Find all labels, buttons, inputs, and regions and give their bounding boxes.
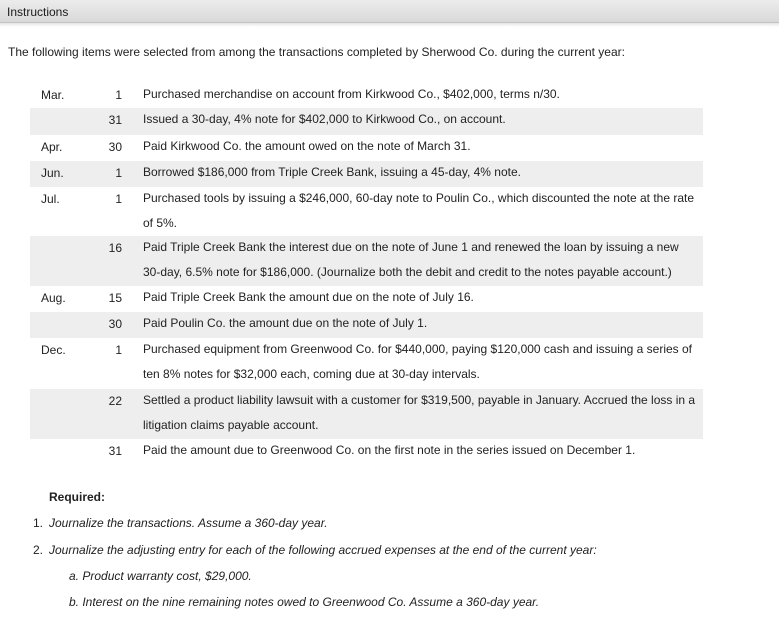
transaction-day: 30 <box>108 317 122 331</box>
transaction-description: Settled a product liability lawsuit with a customer for $319,500, payable in January. Accrued the loss in a litigation claims payable account. <box>143 393 696 432</box>
transaction-day: 30 <box>108 140 122 154</box>
required-subitem: b. Interest on the nine remaining notes owed to Greenwood Co. Assume a 360-day year. <box>69 595 540 609</box>
transaction-day: 1 <box>115 166 122 180</box>
transaction-description: Purchased merchandise on account from Kirkwood Co., $402,000, terms n/30. <box>143 87 560 101</box>
transaction-row <box>30 83 703 108</box>
transaction-row <box>30 312 703 338</box>
transaction-day: 22 <box>108 394 122 408</box>
transaction-row <box>30 187 703 236</box>
titlebar-shadow <box>0 23 779 27</box>
required-item-text: Journalize the transactions. Assume a 360-day year. <box>49 516 328 530</box>
required-item-number: 2. <box>33 543 44 557</box>
transaction-description: Paid Kirkwood Co. the amount owed on the note of March 31. <box>143 139 471 153</box>
transaction-description: Paid the amount due to Greenwood Co. on the first note in the series issued on December 1. <box>143 443 636 457</box>
transaction-description: Purchased equipment from Greenwood Co. for $440,000, paying $120,000 cash and issuing a series of ten 8% notes for $32,000 each, coming due at 30-day intervals. <box>143 342 693 381</box>
required-item-number: 1. <box>33 516 44 530</box>
transaction-day: 31 <box>108 113 122 127</box>
transaction-row <box>30 286 703 312</box>
transaction-row <box>30 439 703 465</box>
transaction-description: Paid Triple Creek Bank the interest due on the note of June 1 and renewed the loan by issuing a new 30-day, 6.5% note for $186,000. (Journalize both the debit and credit to the notes payable account.) <box>143 240 679 279</box>
transaction-description: Issued a 30-day, 4% note for $402,000 to Kirkwood Co., on account. <box>143 112 506 126</box>
transaction-day: 1 <box>115 343 122 357</box>
transaction-month: Jul. <box>41 192 60 206</box>
transaction-description: Paid Poulin Co. the amount due on the note of July 1. <box>143 316 428 330</box>
transaction-month: Mar. <box>41 88 65 102</box>
transaction-row <box>30 135 703 161</box>
transaction-day: 1 <box>115 192 122 206</box>
transaction-row <box>30 108 703 135</box>
required-item-text: Journalize the adjusting entry for each of the following accrued expenses at the end of the current year: <box>49 543 597 557</box>
window-title: Instructions <box>7 5 69 19</box>
transaction-month: Apr. <box>41 140 63 154</box>
transaction-month: Dec. <box>41 343 66 357</box>
required-item <box>33 543 597 557</box>
transaction-row <box>30 389 703 439</box>
transaction-month: Aug. <box>41 291 66 305</box>
required-heading: Required: <box>49 490 106 504</box>
required-item <box>33 516 328 530</box>
transaction-description: Purchased tools by issuing a $246,000, 60-day note to Poulin Co., which discounted the note at the rate of 5%. <box>143 191 695 230</box>
transaction-day: 1 <box>115 88 122 102</box>
intro-text: The following items were selected from among the transactions completed by Sherwood Co. during the current year: <box>8 45 625 59</box>
transaction-row <box>30 338 703 389</box>
window-titlebar <box>0 0 779 23</box>
transaction-day: 16 <box>108 241 122 255</box>
transaction-day: 15 <box>108 291 122 305</box>
transaction-day: 31 <box>108 444 122 458</box>
required-subitem: a. Product warranty cost, $29,000. <box>69 569 252 583</box>
transaction-description: Paid Triple Creek Bank the amount due on the note of July 16. <box>143 290 474 304</box>
transaction-row <box>30 161 703 187</box>
transaction-description: Borrowed $186,000 from Triple Creek Bank, issuing a 45-day, 4% note. <box>143 165 521 179</box>
transaction-month: Jun. <box>41 166 64 180</box>
transaction-row <box>30 236 703 286</box>
